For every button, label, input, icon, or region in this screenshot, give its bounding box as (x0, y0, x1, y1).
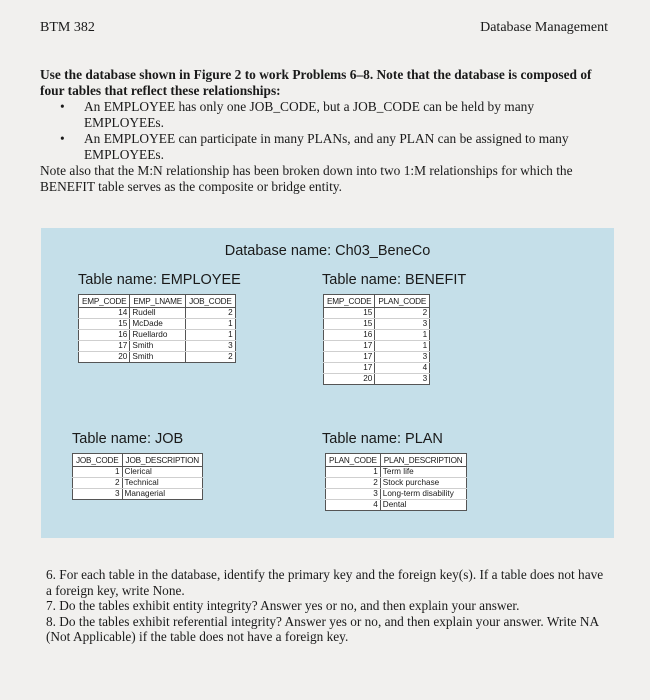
job-description-cell: Technical (122, 478, 202, 489)
table-row (326, 467, 467, 478)
table-row (324, 352, 430, 363)
job-table (72, 453, 203, 500)
emp-code-cell: 20 (324, 374, 375, 385)
plan-code-cell: 1 (375, 330, 430, 341)
emp-lname-cell: Smith (130, 352, 186, 363)
job-code-cell: 2 (186, 352, 236, 363)
emp-code-cell: 15 (324, 319, 375, 330)
plan-code-cell: 3 (375, 319, 430, 330)
plan-code-cell: 2 (326, 478, 381, 489)
relationship-bullet: • An EMPLOYEE has only one JOB_CODE, but a JOB_CODE can be held by many EMPLOYEEs. (40, 99, 612, 131)
table-row (79, 308, 236, 319)
plan-code-cell: 3 (375, 374, 430, 385)
table-row (326, 500, 467, 511)
employee-table-title: Table name: EMPLOYEE (78, 272, 241, 288)
column-header: JOB_DESCRIPTION (122, 454, 202, 467)
table-row (326, 489, 467, 500)
plan-code-cell: 1 (375, 341, 430, 352)
emp-lname-cell: Rudell (130, 308, 186, 319)
course-code: BTM 382 (40, 20, 95, 35)
plan-description-cell: Stock purchase (380, 478, 466, 489)
question-7: 7. Do the tables exhibit entity integrity? Answer yes or no, and then explain your answer. (46, 598, 520, 614)
job-description-cell: Managerial (122, 489, 202, 500)
job-description-cell: Clerical (122, 467, 202, 478)
intro-lead: Use the database shown in Figure 2 to work Problems 6–8. Note that the database is composed of four tables that reflect these relationships: (40, 67, 592, 98)
column-header: PLAN_DESCRIPTION (380, 454, 466, 467)
plan-code-cell: 4 (326, 500, 381, 511)
plan-code-cell: 3 (326, 489, 381, 500)
job-code-cell: 2 (73, 478, 123, 489)
table-row (324, 330, 430, 341)
emp-code-cell: 16 (79, 330, 130, 341)
plan-code-cell: 2 (375, 308, 430, 319)
intro-note: Note also that the M:N relationship has been broken down into two 1:M relationships for which the BENEFIT table serves as the composite or bridge entity. (40, 163, 573, 194)
column-header: JOB_CODE (186, 295, 236, 308)
problem-intro (40, 67, 612, 195)
table-row (79, 352, 236, 363)
plan-code-cell: 4 (375, 363, 430, 374)
emp-lname-cell: Smith (130, 341, 186, 352)
table-row (79, 319, 236, 330)
database-figure (41, 228, 614, 538)
column-header: EMP_CODE (324, 295, 375, 308)
plan-table (325, 453, 467, 511)
table-row (79, 341, 236, 352)
database-name: Database name: Ch03_BeneCo (224, 243, 431, 259)
benefit-table (323, 294, 430, 385)
job-code-cell: 1 (186, 319, 236, 330)
job-code-cell: 3 (186, 341, 236, 352)
emp-code-cell: 16 (324, 330, 375, 341)
questions-block (46, 567, 606, 645)
question-8: 8. Do the tables exhibit referential integrity? Answer yes or no, and then explain your answer. Write NA (Not Applicable) if the table does not have a foreign key. (46, 613, 599, 645)
emp-code-cell: 14 (79, 308, 130, 319)
table-row (73, 489, 203, 500)
relationship-list (40, 99, 612, 163)
emp-lname-cell: McDade (130, 319, 186, 330)
question-6: 6. For each table in the database, identify the primary key and the foreign key(s). If a table does not have a foreign key, write None. (46, 567, 604, 598)
benefit-table-title: Table name: BENEFIT (322, 272, 467, 288)
emp-code-cell: 17 (324, 363, 375, 374)
column-header: EMP_LNAME (130, 295, 186, 308)
job-table-title: Table name: JOB (72, 431, 184, 447)
emp-code-cell: 20 (79, 352, 130, 363)
table-row (73, 467, 203, 478)
job-code-cell: 1 (186, 330, 236, 341)
plan-code-cell: 3 (375, 352, 430, 363)
table-row (324, 319, 430, 330)
plan-description-cell: Long-term disability (380, 489, 466, 500)
table-row (326, 478, 467, 489)
table-row (324, 341, 430, 352)
plan-code-cell: 1 (326, 467, 381, 478)
plan-description-cell: Term life (380, 467, 466, 478)
table-row (324, 308, 430, 319)
emp-code-cell: 17 (324, 341, 375, 352)
emp-code-cell: 15 (79, 319, 130, 330)
plan-table-title: Table name: PLAN (322, 431, 443, 447)
column-header: EMP_CODE (79, 295, 130, 308)
emp-code-cell: 17 (79, 341, 130, 352)
job-code-cell: 1 (73, 467, 123, 478)
table-row (73, 478, 203, 489)
column-header: JOB_CODE (73, 454, 123, 467)
table-row (79, 330, 236, 341)
plan-description-cell: Dental (380, 500, 466, 511)
relationship-bullet: • An EMPLOYEE can participate in many PLANs, and any PLAN can be assigned to many EMPLOYEEs. (40, 131, 612, 163)
column-header: PLAN_CODE (326, 454, 381, 467)
table-row (324, 374, 430, 385)
emp-code-cell: 17 (324, 352, 375, 363)
emp-lname-cell: Ruellardo (130, 330, 186, 341)
employee-table (78, 294, 236, 363)
table-row (324, 363, 430, 374)
job-code-cell: 3 (73, 489, 123, 500)
emp-code-cell: 15 (324, 308, 375, 319)
course-subject: Database Management (480, 20, 608, 35)
job-code-cell: 2 (186, 308, 236, 319)
column-header: PLAN_CODE (375, 295, 430, 308)
